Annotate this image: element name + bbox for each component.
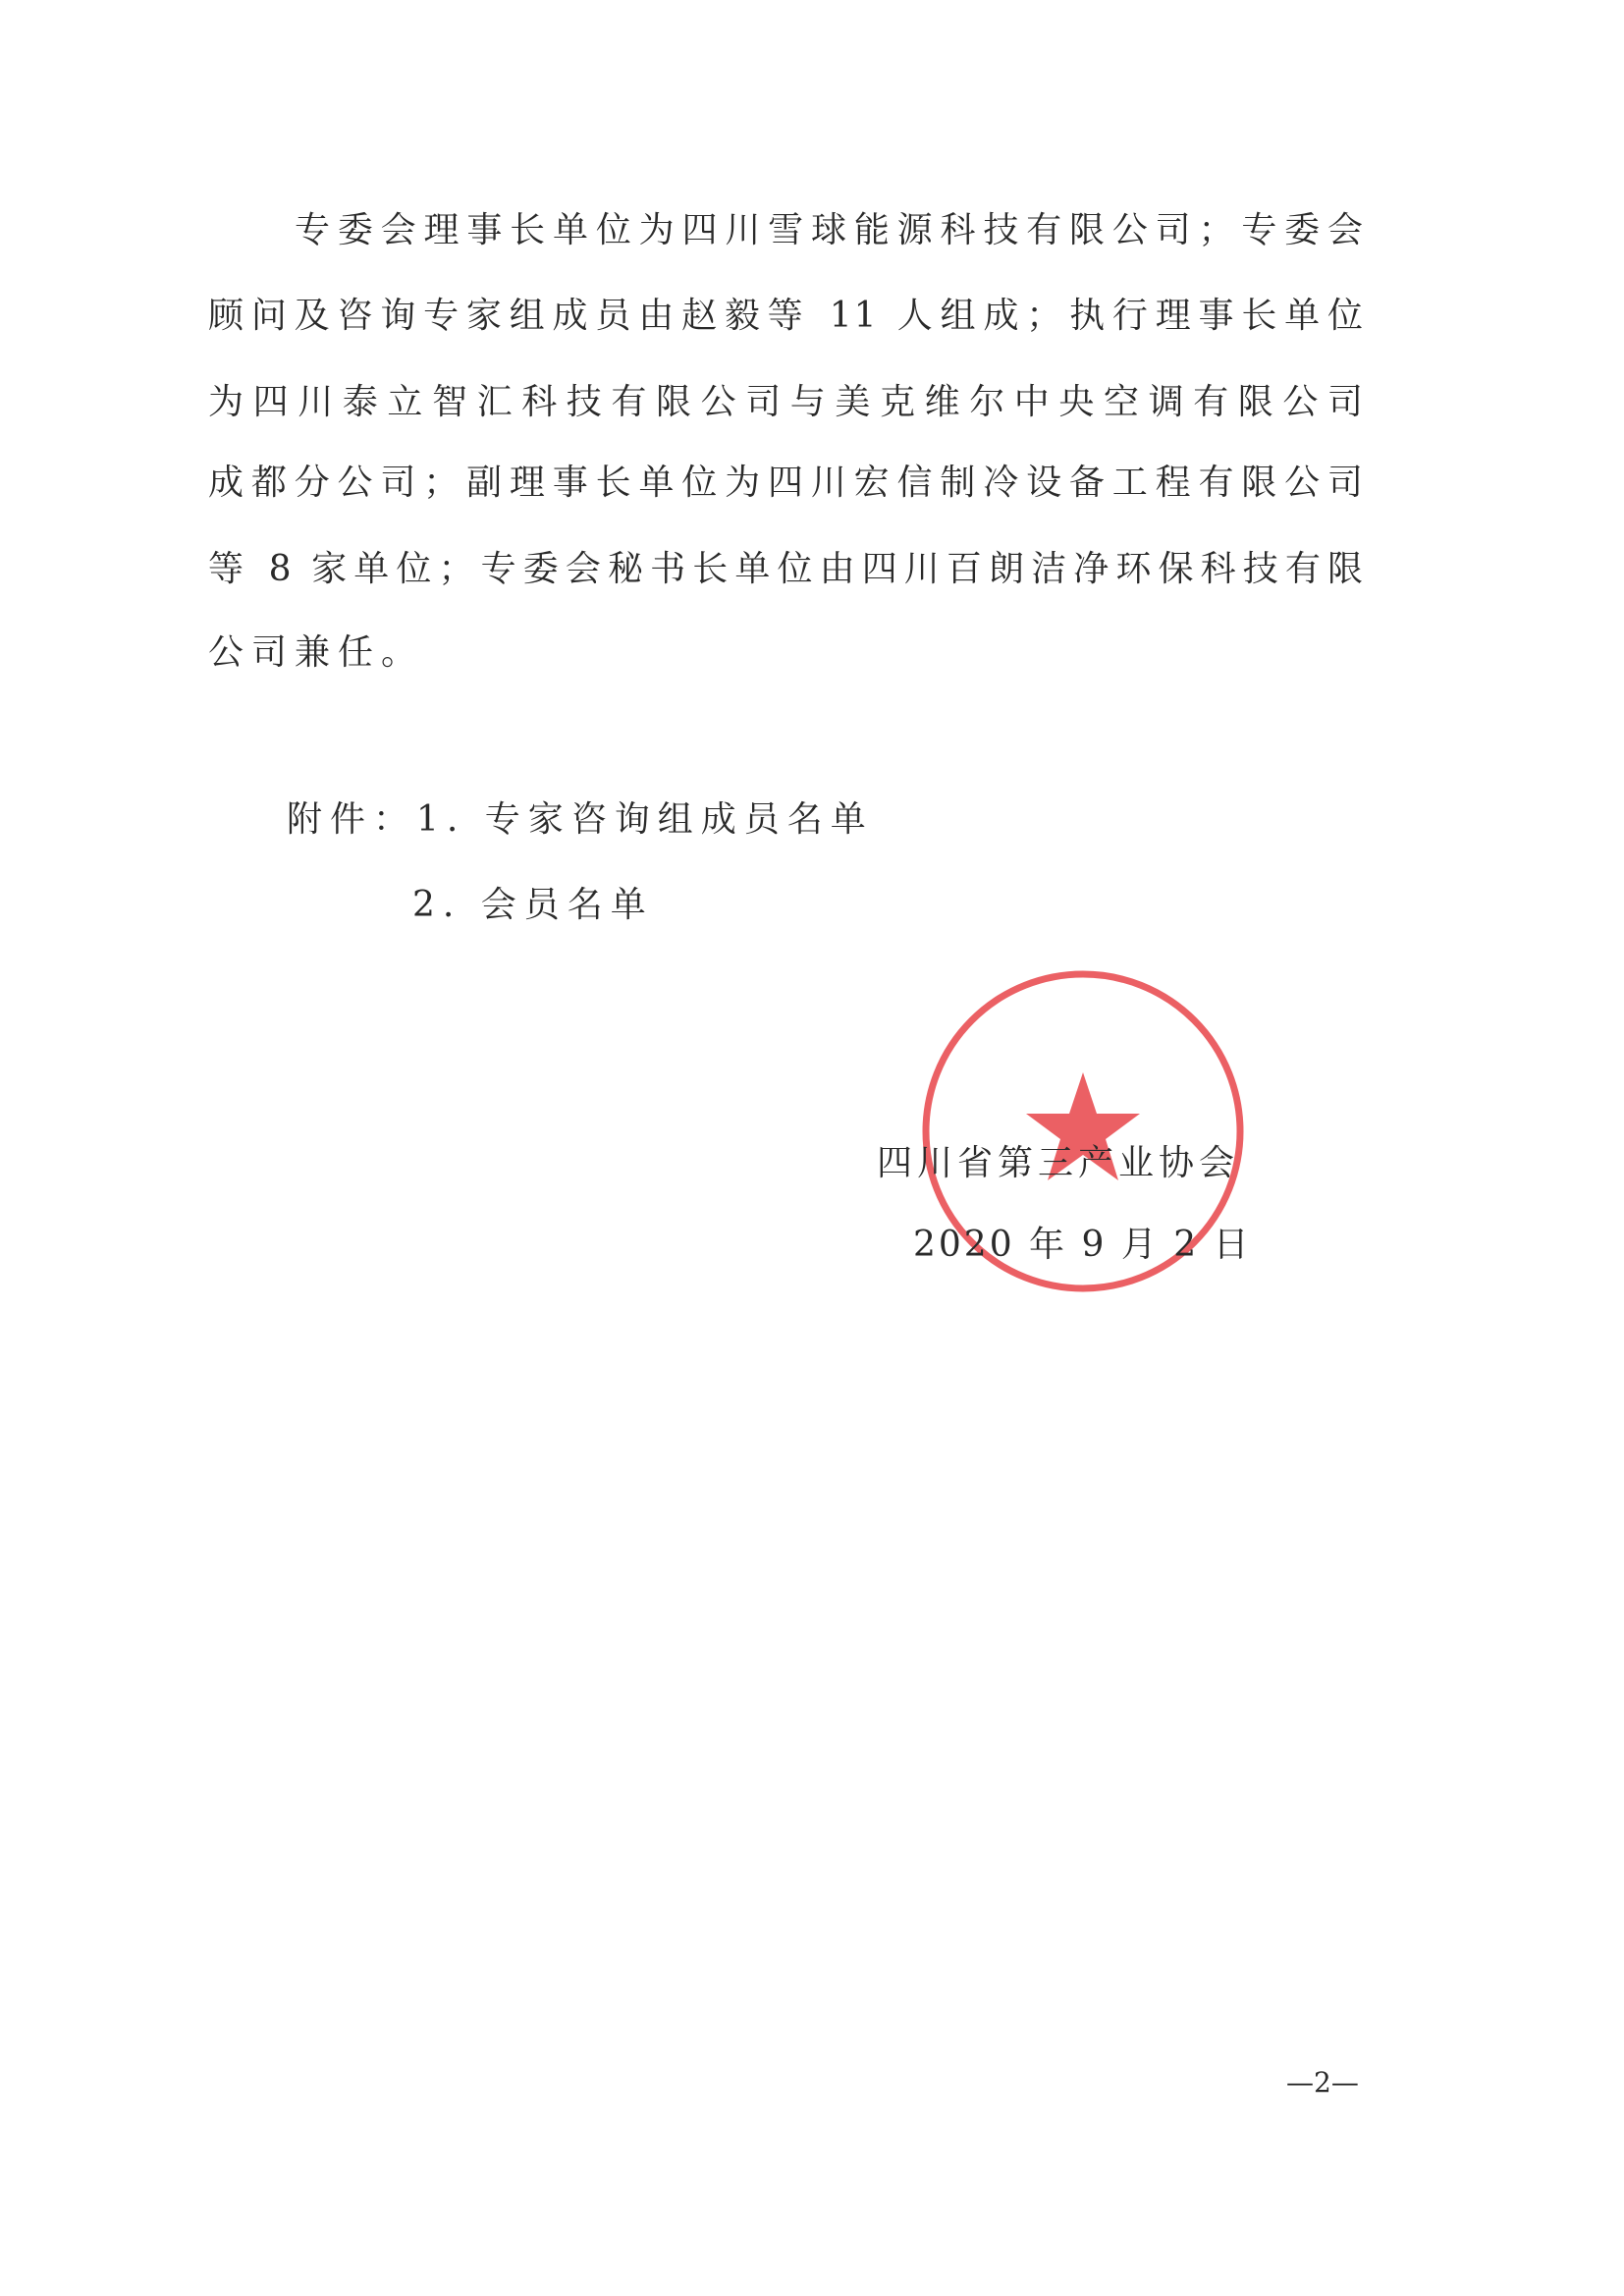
attachment-indent [287,884,412,927]
attachment-row [287,884,654,927]
attachments-label: 附件： [287,799,417,840]
paragraph-line: 专委会理事长单位为四川雪球能源科技有限公司；专委会 [295,210,1365,250]
attachment-row [287,798,874,842]
signature-date: 2020 年 9 月 2 日 [913,1225,1252,1265]
signature-organization: 四川省第三产业协会 [877,1143,1240,1183]
attachment-item: 1. 专家咨询组成员名单 [416,799,874,840]
paragraph-line: 公司兼任。 [208,632,425,673]
page-number: —2— [1286,2066,1359,2099]
paragraph-line: 成都分公司；副理事长单位为四川宏信制冷设备工程有限公司 [208,463,1365,503]
paragraph-line: 为四川泰立智汇科技有限公司与美克维尔中央空调有限公司 [208,382,1365,422]
paragraph-line: 等 8 家单位；专委会秘书长单位由四川百朗洁净环保科技有限 [208,549,1365,589]
paragraph-line: 顾问及咨询专家组成员由赵毅等 11 人组成；执行理事长单位 [208,296,1365,336]
attachment-item: 2. 会员名单 [412,885,654,925]
